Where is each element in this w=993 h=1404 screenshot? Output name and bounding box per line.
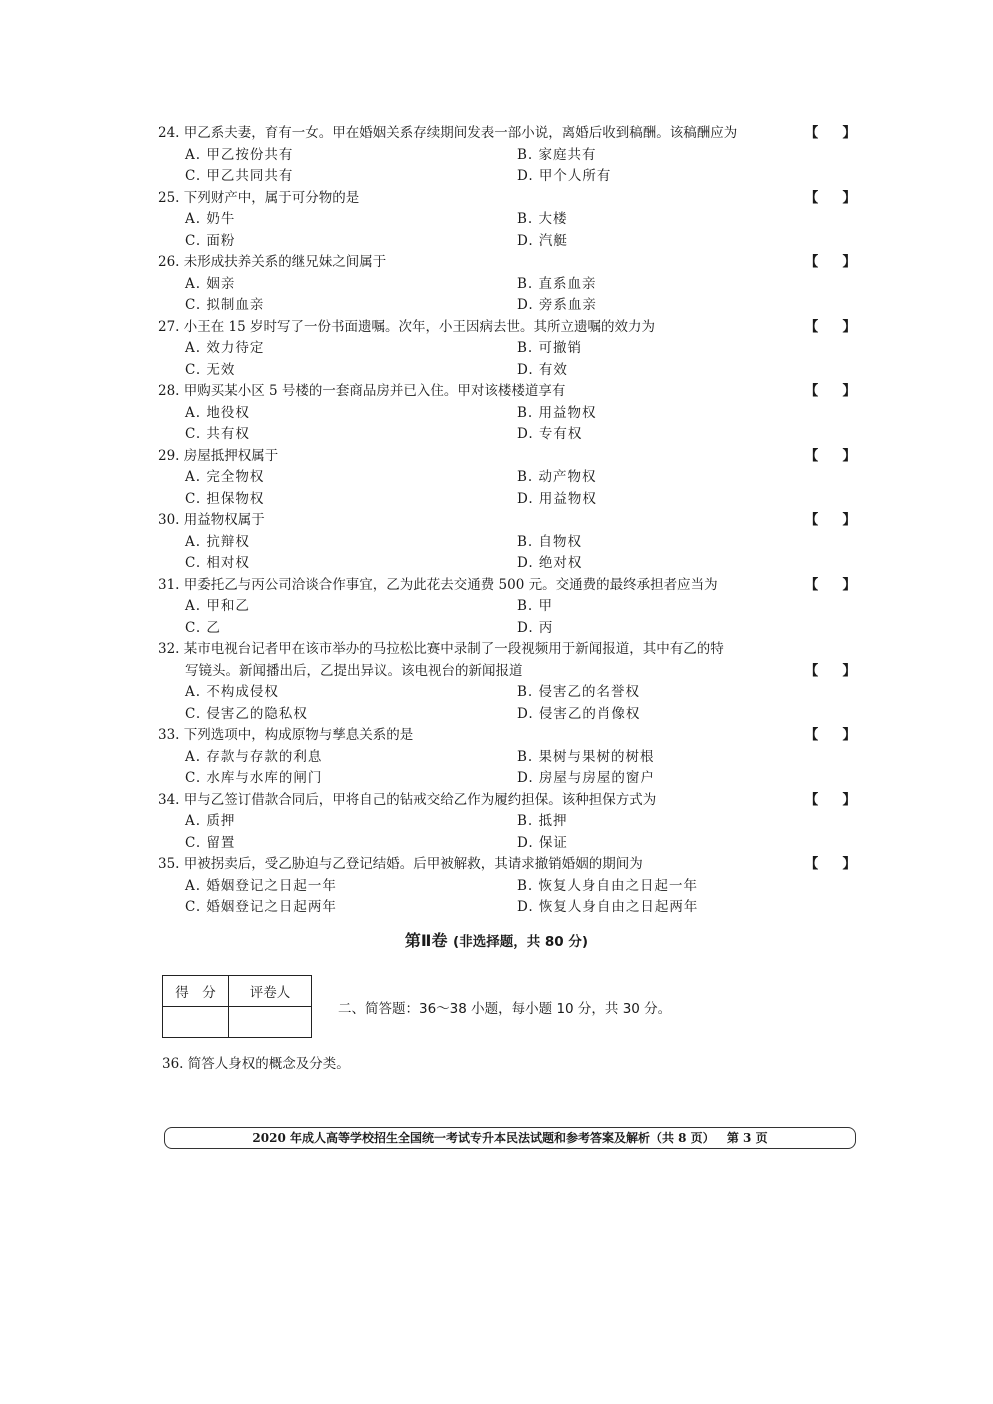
option-a: A. 存款与存款的利息: [185, 748, 323, 765]
question-item: [158, 381, 858, 446]
question-stem: 31. 甲委托乙与丙公司洽谈合作事宜，乙为此花去交通费 500 元。交通费的最终承担者应当为: [158, 576, 718, 593]
footer-text: 2020 年成人高等学校招生全国统一考试专升本民法试题和参考答案及解析（共 8 页）: [252, 1131, 715, 1145]
option-c: C. 拟制血亲: [185, 297, 265, 313]
answer-bracket: 【 】: [804, 662, 858, 679]
score-header: 得 分: [163, 976, 229, 1007]
answer-bracket: 【 】: [804, 727, 858, 743]
option-a: A. 奶牛: [185, 211, 236, 227]
option-d: D. 专有权: [517, 426, 583, 442]
option-c: C. 侵害乙的隐私权: [185, 705, 308, 722]
question-stem: 32. 某市电视台记者甲在该市举办的马拉松比赛中录制了一段视频用于新闻报道，其中有乙的特: [158, 641, 724, 657]
question-stem: 30. 用益物权属于: [158, 512, 265, 528]
page-footer: [164, 1127, 856, 1149]
option-b: B. 动产物权: [517, 469, 597, 485]
question-stem: 26. 未形成扶养关系的继兄妹之间属于: [158, 254, 387, 270]
option-a: A. 甲乙按份共有: [185, 146, 294, 163]
option-c: C. 水库与水库的闸门: [185, 770, 323, 786]
option-a: A. 不构成侵权: [185, 684, 279, 700]
option-a: A. 质押: [185, 813, 236, 829]
question-list: [158, 123, 858, 919]
question-stem: 28. 甲购买某小区 5 号楼的一套商品房并已入住。甲对该楼楼道享有: [158, 383, 566, 399]
answer-bracket: 【 】: [804, 856, 858, 872]
option-b: B. 可撤销: [517, 340, 583, 356]
answer-bracket: 【 】: [804, 576, 858, 593]
options-grid: [158, 145, 858, 188]
options-grid: [158, 682, 858, 725]
option-c: C. 无效: [185, 361, 236, 378]
section-instruction: 二、简答题：36～38 小题，每小题 10 分，共 30 分。: [338, 1001, 672, 1017]
grader-header: 评卷人: [229, 976, 312, 1007]
answer-bracket: 【 】: [804, 512, 858, 528]
question-item: [158, 252, 858, 317]
option-d: D. 侵害乙的肖像权: [517, 705, 641, 722]
question-stem: 29. 房屋抵押权属于: [158, 447, 279, 464]
option-d: D. 恢复人身自由之日起两年: [517, 899, 699, 915]
option-a: A. 地役权: [185, 404, 250, 421]
option-d: D. 用益物权: [517, 490, 597, 507]
question-stem: 34. 甲与乙签订借款合同后，甲将自己的钻戒交给乙作为履约担保。该种担保方式为: [158, 791, 657, 808]
option-b: B. 直系血亲: [517, 275, 597, 292]
question-item: [158, 575, 858, 640]
option-b: B. 家庭共有: [517, 146, 597, 163]
section-title-main: 第Ⅱ卷: [404, 931, 448, 950]
option-d: D. 汽艇: [517, 232, 568, 249]
question-stem: 35. 甲被拐卖后，受乙胁迫与乙登记结婚。后甲被解救，其请求撤销婚姻的期间为: [158, 856, 643, 872]
options-grid: [158, 338, 858, 381]
option-d: D. 保证: [517, 834, 568, 851]
option-a: A. 姻亲: [185, 275, 236, 292]
options-grid: [158, 811, 858, 854]
option-d: D. 丙: [517, 619, 554, 636]
answer-bracket: 【 】: [804, 254, 858, 270]
option-b: B. 果树与果树的树根: [517, 748, 655, 765]
option-d: D. 房屋与房屋的窗户: [517, 770, 655, 786]
answer-bracket: 【 】: [804, 318, 858, 335]
option-c: C. 共有权: [185, 426, 250, 442]
score-cell: [163, 1007, 229, 1038]
option-c: C. 担保物权: [185, 490, 265, 507]
option-c: C. 婚姻登记之日起两年: [185, 899, 337, 915]
section-title: [0, 928, 993, 951]
question-item: [158, 510, 858, 575]
options-grid: [158, 467, 858, 510]
answer-bracket: 【 】: [804, 189, 858, 206]
grader-cell: [229, 1007, 312, 1038]
footer-page-number: 第 3 页: [726, 1131, 768, 1145]
option-a: A. 抗辩权: [185, 533, 250, 550]
question-item: [158, 446, 858, 511]
option-b: B. 自物权: [517, 533, 583, 550]
question-36: 36. 简答人身权的概念及分类。: [162, 1056, 350, 1072]
question-stem: 33. 下列选项中，构成原物与孳息关系的是: [158, 727, 414, 743]
option-b: B. 甲: [517, 598, 554, 614]
answer-bracket: 【 】: [804, 791, 858, 808]
option-c: C. 甲乙共同共有: [185, 168, 294, 184]
option-a: A. 婚姻登记之日起一年: [185, 877, 337, 894]
option-c: C. 相对权: [185, 555, 250, 571]
question-stem: 27. 小王在 15 岁时写了一份书面遗嘱。次年，小王因病去世。其所立遗嘱的效力为: [158, 318, 656, 335]
options-grid: [158, 274, 858, 317]
answer-bracket: 【 】: [804, 383, 858, 399]
options-grid: [158, 532, 858, 575]
option-a: A. 效力待定: [185, 340, 265, 356]
option-b: B. 抵押: [517, 813, 568, 829]
question-item: [158, 854, 858, 919]
option-b: B. 恢复人身自由之日起一年: [517, 877, 699, 894]
question-stem: 24. 甲乙系夫妻，育有一女。甲在婚姻关系存续期间发表一部小说，离婚后收到稿酬。该稿酬应为: [158, 125, 738, 141]
option-d: D. 绝对权: [517, 555, 583, 571]
option-a: A. 甲和乙: [185, 598, 250, 614]
option-b: B. 侵害乙的名誉权: [517, 684, 641, 700]
question-stem: 25. 下列财产中，属于可分物的是: [158, 189, 360, 206]
option-c: C. 留置: [185, 834, 236, 851]
option-d: D. 旁系血亲: [517, 297, 597, 313]
question-item: [158, 188, 858, 253]
options-grid: [158, 209, 858, 252]
score-table: [162, 975, 312, 1038]
question-stem-continued: 写镜头。新闻播出后，乙提出异议。该电视台的新闻报道: [185, 662, 523, 679]
option-c: C. 面粉: [185, 232, 236, 249]
question-item: [158, 725, 858, 790]
options-grid: [158, 403, 858, 446]
option-b: B. 大楼: [517, 211, 568, 227]
question-item: [158, 317, 858, 382]
answer-bracket: 【 】: [804, 447, 858, 464]
answer-bracket: 【 】: [804, 125, 858, 141]
options-grid: [158, 596, 858, 639]
option-a: A. 完全物权: [185, 469, 265, 485]
question-item: [158, 123, 858, 188]
question-item: [158, 639, 858, 725]
option-c: C. 乙: [185, 619, 221, 636]
options-grid: [158, 747, 858, 790]
option-b: B. 用益物权: [517, 404, 597, 421]
option-d: D. 有效: [517, 361, 568, 378]
question-item: [158, 790, 858, 855]
section-subtitle: (非选择题，共 80 分): [453, 934, 589, 950]
options-grid: [158, 876, 858, 919]
option-d: D. 甲个人所有: [517, 168, 612, 184]
